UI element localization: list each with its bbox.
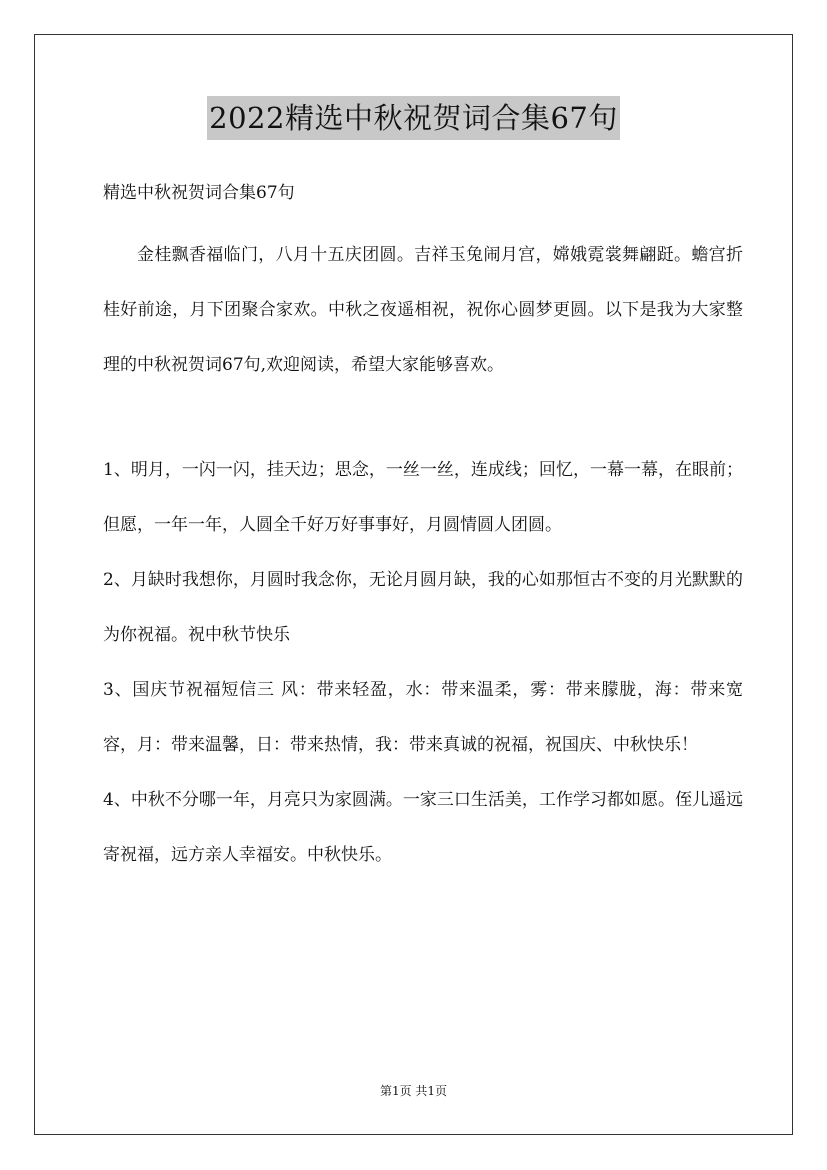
list-item: 4、中秋不分哪一年，月亮只为家圆满。一家三口生活美，工作学习都如愿。侄儿遥远寄祝福，远方亲人幸福安。中秋快乐。 [103,790,743,865]
document-body [103,228,743,883]
list-item: 2、月缺时我想你，月圆时我念你，无论月圆月缺，我的心如那恒古不变的月光默默的为你祝福。祝中秋节快乐 [103,570,743,645]
document-subtitle: 精选中秋祝贺词合集67句 [103,183,295,203]
title-container [0,96,827,140]
paragraph-spacer [103,393,743,443]
list-item: 1、明月，一闪一闪，挂天边；思念，一丝一丝，连成线；回忆，一幕一幕，在眼前；但愿，一年一年，人圆全千好万好事事好，月圆情圆人团圆。 [103,460,743,535]
document-title: 2022精选中秋祝贺词合集67句 [207,96,620,140]
intro-paragraph: 金桂飘香福临门，八月十五庆团圆。吉祥玉兔闹月宫，嫦娥霓裳舞翩跹。蟾宫折桂好前途，月下团聚合家欢。中秋之夜遥相祝，祝你心圆梦更圆。以下是我为大家整理的中秋祝贺词67句,欢迎阅读，希望大家能够喜欢。 [103,245,743,375]
page-number: 第1页 共1页 [379,1084,448,1098]
list-item: 3、国庆节祝福短信三 风：带来轻盈，水：带来温柔，雾：带来朦胧，海：带来宽容，月：带来温馨，日：带来热情，我：带来真诚的祝福，祝国庆、中秋快乐！ [103,680,743,755]
